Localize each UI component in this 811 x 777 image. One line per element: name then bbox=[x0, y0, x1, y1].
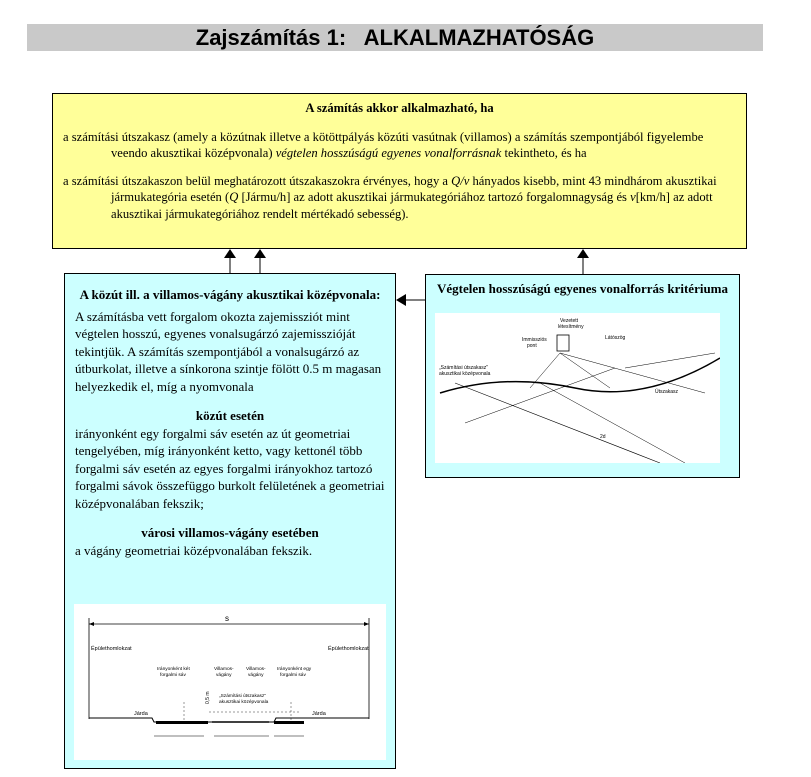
line-source-drawing bbox=[435, 313, 720, 463]
lanes-two-label-a: Irányonként két bbox=[157, 667, 190, 672]
line-source-figure bbox=[435, 313, 720, 463]
tram-1-label-b: vágány bbox=[216, 673, 232, 678]
condition-2-text-d: [km/h] az adott akusztikai jármukategóriához rendelt mértékadó sebesség). bbox=[111, 190, 713, 221]
condition-2 bbox=[63, 173, 736, 223]
applicability-box bbox=[52, 93, 747, 249]
fig-label-letesitmeny: létesítmény bbox=[558, 324, 584, 330]
tram-1-label-a: Villamos- bbox=[214, 667, 234, 672]
tram-case-text: a vágány geometriai középvonalában fekszik. bbox=[75, 542, 313, 558]
lanes-one-label-b: forgalmi sáv bbox=[280, 673, 306, 678]
fig-label-latoszog: Látószög bbox=[605, 335, 626, 341]
condition-2-text-c: [Jármu/h] az adott akusztikai jármukategóriához tartozó forgalomnagyság és bbox=[238, 190, 631, 204]
fig-label-utszakasz: Útszakasz bbox=[655, 389, 679, 395]
facade-left-label: Épülethomlokzat bbox=[91, 646, 132, 652]
criterion-heading: Végtelen hosszúságú egyenes vonalforrás kritériuma bbox=[436, 281, 729, 296]
arrow-up-right bbox=[573, 249, 593, 275]
condition-1-text: a számítási útszakasz (amely a közútnak illetve a kötöttpályás közúti vasútnak (villamos) a számítás szempontjából figyelembe veendo akusztikai középvonala) bbox=[63, 129, 704, 160]
arrow-up-left bbox=[220, 249, 240, 275]
tram-2-label-a: Villamos- bbox=[246, 667, 266, 672]
condition-2-text: a számítási útszakaszon belül meghatározott útszakaszokra érvényes, hogy a bbox=[63, 173, 452, 188]
q-symbol: Q bbox=[229, 190, 239, 204]
condition-1 bbox=[63, 129, 736, 162]
height-label: 0,5 m bbox=[205, 691, 211, 704]
arrow-up-middle bbox=[250, 249, 270, 275]
v-symbol: v bbox=[630, 190, 636, 204]
condition-2-text-b: hányados kisebb, mint 43 mindhárom akusztikai jármukategória esetén ( bbox=[111, 173, 717, 204]
tram-2-label-b: vágány bbox=[248, 673, 264, 678]
fig-label-2d: 2d bbox=[600, 434, 606, 440]
centerline-label-a: „Számítási útszakasz" bbox=[219, 694, 267, 699]
cross-section-drawing bbox=[74, 604, 386, 760]
centerline-label-b: akusztikai középvonala bbox=[219, 700, 269, 705]
arrow-left bbox=[396, 290, 426, 310]
condition-1-end: tekintheto, és ha bbox=[501, 146, 587, 160]
fig-label-pont: pont bbox=[527, 343, 537, 349]
road-case-heading: közút esetén bbox=[195, 408, 265, 423]
road-case-text: irányonként egy forgalmi sáv esetén az út geometriai tengelyében, míg irányonként ketto, vagy kettonél több forgalmi sáv esetén az egyes forgalmi irányokhoz tartozó forgalmi sávok összefüggo burkolt felületének a geometriai középvonalában fekszik; bbox=[75, 425, 385, 511]
fig-label-kozepvonal: akusztikai középvonala bbox=[439, 371, 491, 377]
lanes-one-label-a: Irányonként egy bbox=[277, 667, 312, 672]
fig-label-immisszios: Immissziós bbox=[522, 337, 547, 343]
tram-case-heading: városi villamos-vágány esetében bbox=[141, 525, 319, 540]
page-title: Zajszámítás 1: ALKALMAZHATÓSÁG bbox=[27, 24, 763, 51]
s-dimension-label: s bbox=[225, 614, 229, 623]
fig-label-szamitasi: „Számítási útszakasz" bbox=[439, 365, 489, 371]
centerline-intro: A számításba vett forgalom okozta zajemissziót mint végtelen hosszú, egyenes vonalsugárzó zajemisszióját tekintjük. A számítás szempontjából a vonalsugárzó az útburkolat, illetve a sínkorona szintje fölött 0.5 m magasan helyezkedik el, míg a nyomvonala bbox=[75, 308, 382, 394]
lanes-two-label-b: forgalmi sáv bbox=[160, 673, 186, 678]
centerline-heading: A közút ill. a villamos-vágány akusztikai középvonala: bbox=[79, 287, 381, 302]
qv-symbol: Q/v bbox=[451, 173, 470, 188]
cross-section-figure bbox=[74, 604, 386, 760]
applicability-heading: A számítás akkor alkalmazható, ha bbox=[305, 101, 494, 115]
facade-right-label: Épülethomlokzat bbox=[328, 646, 369, 652]
sidewalk-right-label: Járda bbox=[312, 711, 326, 717]
sidewalk-left-label: Járda bbox=[134, 711, 148, 717]
fig-label-vezetett: Vezetett bbox=[560, 318, 579, 324]
condition-1-emphasis: végtelen hosszúságú egyenes vonalforrásnak bbox=[275, 146, 502, 160]
